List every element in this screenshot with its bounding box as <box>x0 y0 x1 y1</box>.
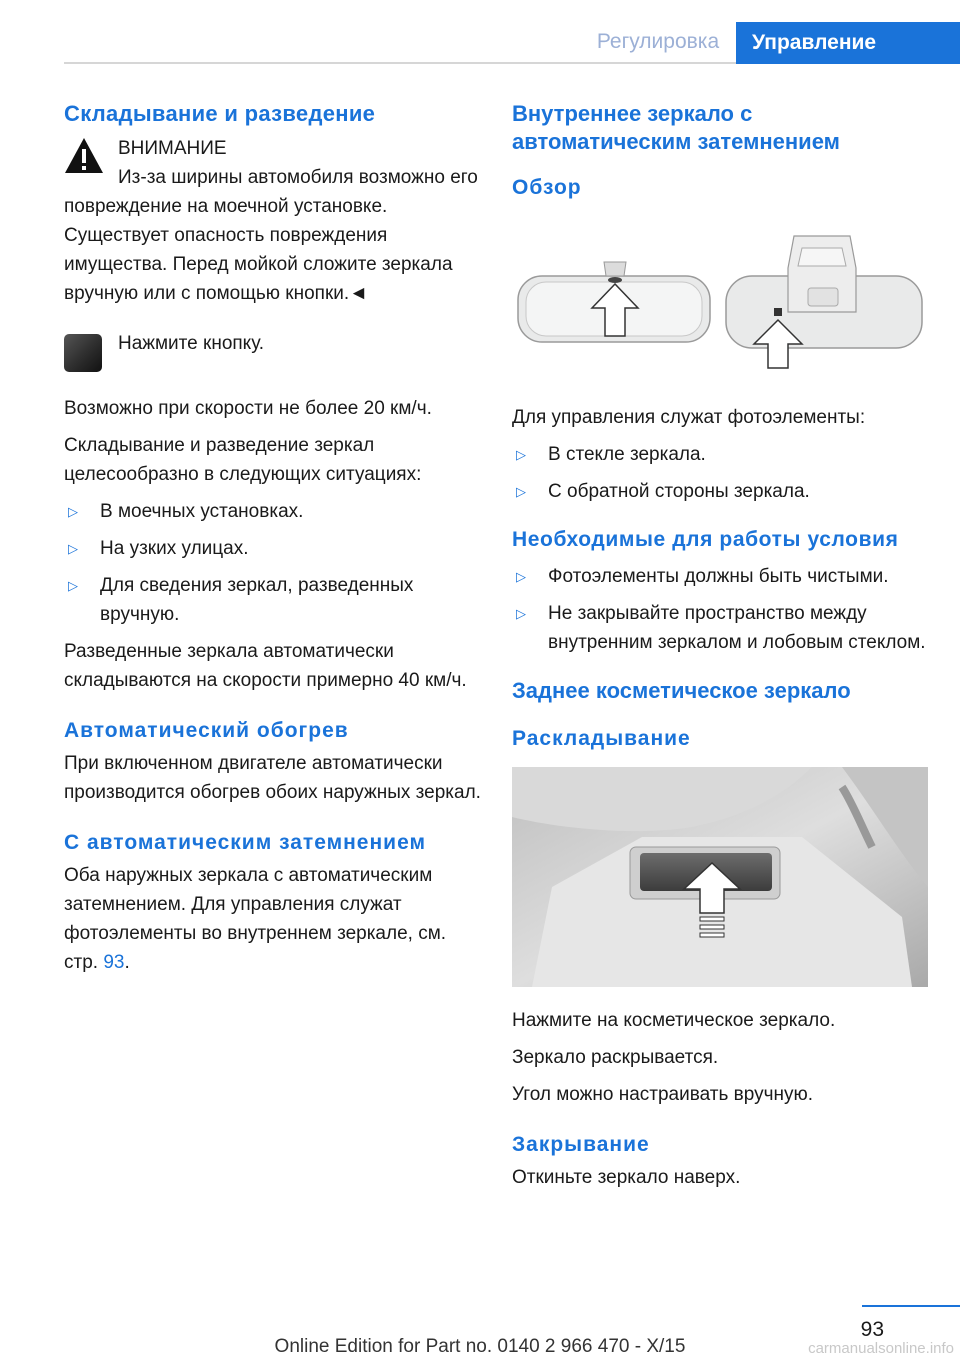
warning-title: ВНИМАНИЕ <box>118 138 227 159</box>
conditions-heading: Необходимые для работы условия <box>512 528 899 551</box>
vanity-mirror-heading: Заднее косметическое зеркало <box>512 678 851 703</box>
unfold-heading: Раскладывание <box>512 727 691 750</box>
tab-upravlenie[interactable]: Управление <box>736 22 960 64</box>
list-item-text: В моечных установках. <box>100 501 304 522</box>
press-button-text: Нажмите кнопку. <box>118 333 265 354</box>
expedient-intro: Складывание и разведение зеркал целесообразно в следующих ситуациях: <box>64 435 422 485</box>
list-item <box>64 571 482 629</box>
heating-text: При включенном двигателе автоматически производится обогрев обоих наружных зеркал. <box>64 753 481 803</box>
auto-fold-note: Разведенные зеркала автоматически складываются на скорости примерно 40 км/ч. <box>64 641 467 691</box>
unfold-step-1: Нажмите на косметическое зеркало. <box>512 1010 836 1031</box>
list-item-text: В стекле зеркала. <box>548 444 706 465</box>
warning-block <box>64 134 482 308</box>
interior-mirror-figure <box>512 232 930 372</box>
footer-rule <box>862 1305 960 1307</box>
heating-heading: Автоматический обогрев <box>64 719 349 742</box>
mirror-fold-button-icon <box>64 334 102 372</box>
list-item <box>512 599 930 657</box>
triangle-bullet-icon: ▷ <box>516 484 526 499</box>
close-heading: Закрывание <box>512 1133 650 1156</box>
left-column <box>64 100 482 977</box>
triangle-bullet-icon: ▷ <box>516 447 526 462</box>
dimming-heading: С автоматическим затемнением <box>64 831 427 854</box>
unfold-step-3: Угол можно настраивать вручную. <box>512 1084 813 1105</box>
photocells-list <box>512 440 930 506</box>
overview-heading: Обзор <box>512 176 582 199</box>
dimming-text <box>64 861 482 977</box>
list-item <box>512 562 930 591</box>
list-item-text: С обратной стороны зеркала. <box>548 481 810 502</box>
right-column <box>512 100 930 1192</box>
warning-triangle-icon <box>64 136 104 176</box>
triangle-bullet-icon: ▷ <box>68 541 78 556</box>
list-item <box>64 497 482 526</box>
situations-list <box>64 497 482 629</box>
conditions-list <box>512 562 930 657</box>
list-item-text: На узких улицах. <box>100 538 249 559</box>
vanity-mirror-figure <box>512 767 928 987</box>
list-item-text: Фотоэлементы должны быть чистыми. <box>548 566 889 587</box>
interior-mirror-heading: Внутреннее зеркало с автоматическим затемнением <box>512 101 840 154</box>
list-item <box>512 477 930 506</box>
list-item <box>64 534 482 563</box>
dimming-text-end: . <box>124 952 130 973</box>
triangle-bullet-icon: ▷ <box>516 606 526 621</box>
triangle-bullet-icon: ▷ <box>68 504 78 519</box>
dimming-text-body: Оба наружных зеркала с автоматическим затемнением. Для управления служат фотоэлементы во внутреннем зеркале, см. стр. <box>64 865 447 973</box>
warning-text <box>64 163 482 308</box>
tab-regulirovka[interactable]: Регулировка <box>596 30 720 53</box>
page-number: 93 <box>860 1318 884 1341</box>
close-text: Откиньте зеркало наверх. <box>512 1167 741 1188</box>
press-button-block <box>64 334 482 374</box>
watermark: carmanualsonline.info <box>808 1340 954 1357</box>
warning-text-body: Из-за ширины автомобиля возможно его повреждение на моечной установке. Существует опасность повреждения имущества. Перед мойкой сложите зеркала вручную или с помощью кнопки.◄ <box>64 167 478 304</box>
page-link-93[interactable]: 93 <box>103 952 125 973</box>
edition-footer: Online Edition for Part no. 0140 2 966 470 - X/15 <box>274 1336 686 1357</box>
triangle-bullet-icon: ▷ <box>68 578 78 593</box>
list-item-text: Не закрывайте пространство между внутренним зеркалом и лобовым стеклом. <box>548 603 926 653</box>
triangle-bullet-icon: ▷ <box>516 569 526 584</box>
speed-note: Возможно при скорости не более 20 км/ч. <box>64 398 432 419</box>
unfold-step-2: Зеркало раскрывается. <box>512 1047 719 1068</box>
list-item-text: Для сведения зеркал, разведенных вручную. <box>100 575 414 625</box>
photocells-intro: Для управления служат фотоэлементы: <box>512 407 866 428</box>
folding-heading: Складывание и разведение <box>64 101 376 126</box>
list-item <box>512 440 930 469</box>
